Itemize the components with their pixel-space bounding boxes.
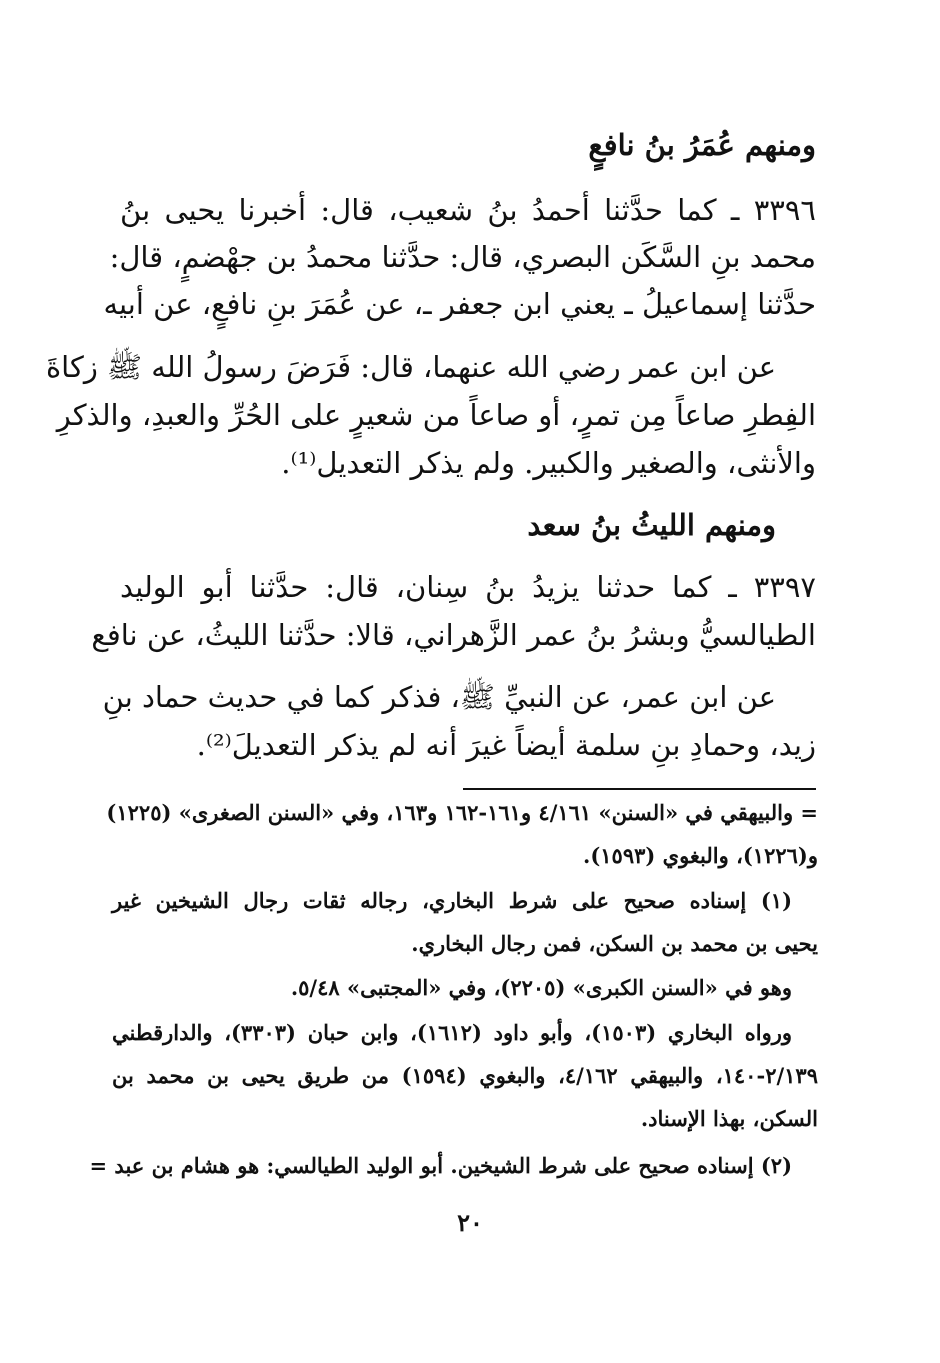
- section-heading: ومنهم الليثُ بنُ سعد: [527, 508, 776, 542]
- paragraph-line: عن ابن عمر، عن النبيِّ ﷺ، فذكر كما في حديث حماد بنِ: [102, 680, 776, 714]
- paragraph-line: ٣٣٩٦ ـ كما حدَّثنا أحمدُ بنُ شعيب، قال: أخبرنا يحيى بنُ: [120, 193, 816, 227]
- paragraph-line: محمد بنِ السَّكَن البصري، قال: حدَّثنا محمدُ بن جهْضمٍ، قال:: [109, 240, 816, 274]
- footnote-line: (٢) إسناده صحيح على شرط الشيخين. أبو الوليد الطيالسي: هو هشام بن عبد =: [89, 1153, 792, 1178]
- page-number: ٢٠: [457, 1208, 483, 1237]
- section-heading: ومنهم عُمَرُ بنُ نافعٍ: [588, 128, 816, 162]
- footnote-line: = والبيهقي في «السنن» ٤/١٦١ و١٦١-١٦٢ و١٦٣، وفي «السنن الصغرى» (١٢٢٥): [106, 800, 818, 825]
- paragraph-line: الطيالسيُّ وبشرُ بنُ عمر الزَّهراني، قالا: حدَّثنا الليثُ، عن نافع: [91, 618, 816, 652]
- paragraph-line: حدَّثنا إسماعيلُ ـ يعني ابن جعفر ـ، عن عُمَرَ بنِ نافعٍ، عن أبيه: [103, 287, 816, 321]
- footnote-line: السكن، بهذا الإسناد.: [640, 1106, 818, 1131]
- footnote-line: ورواه البخاري (١٥٠٣)، وأبو داود (١٦١٢)، وابن حبان (٣٣٠٣)، والدارقطني: [112, 1020, 792, 1045]
- footnote-line: ٢/١٣٩-١٤٠، والبيهقي ٤/١٦٢، والبغوي (١٥٩٤) من طريق يحيى بن محمد بن: [112, 1063, 818, 1088]
- paragraph-line: ٣٣٩٧ ـ كما حدثنا يزيدُ بنُ سِنان، قال: حدَّثنا أبو الوليد: [120, 570, 816, 604]
- footnote-line: (١) إسناده صحيح على شرط البخاري، رجاله ثقات رجال الشيخين غير: [112, 888, 792, 913]
- paragraph-line: والأنثى، والصغير والكبير. ولم يذكر التعديل⁽¹⁾.: [281, 446, 816, 480]
- footnote-line: يحيى بن محمد بن السكن، فمن رجال البخاري.: [411, 931, 818, 956]
- paragraph-line: الفِطرِ صاعاً مِن تمرٍ، أو صاعاً من شعيرٍ على الحُرِّ والعبدِ، والذكرِ: [56, 398, 816, 432]
- footnote-divider: [463, 788, 816, 790]
- paragraph-line: زيد، وحمادِ بنِ سلمة أيضاً غيرَ أنه لم يذكر التعديلَ⁽²⁾.: [196, 728, 816, 762]
- paragraph-line: عن ابن عمر رضي الله عنهما، قال: فَرَضَ رسولُ الله ﷺ زكاةَ: [45, 350, 776, 384]
- footnote-line: وهو في «السنن الكبرى» (٢٢٠٥)، وفي «المجتبى» ٥/٤٨.: [290, 975, 792, 1000]
- footnote-line: و(١٢٢٦)، والبغوي (١٥٩٣).: [583, 843, 818, 868]
